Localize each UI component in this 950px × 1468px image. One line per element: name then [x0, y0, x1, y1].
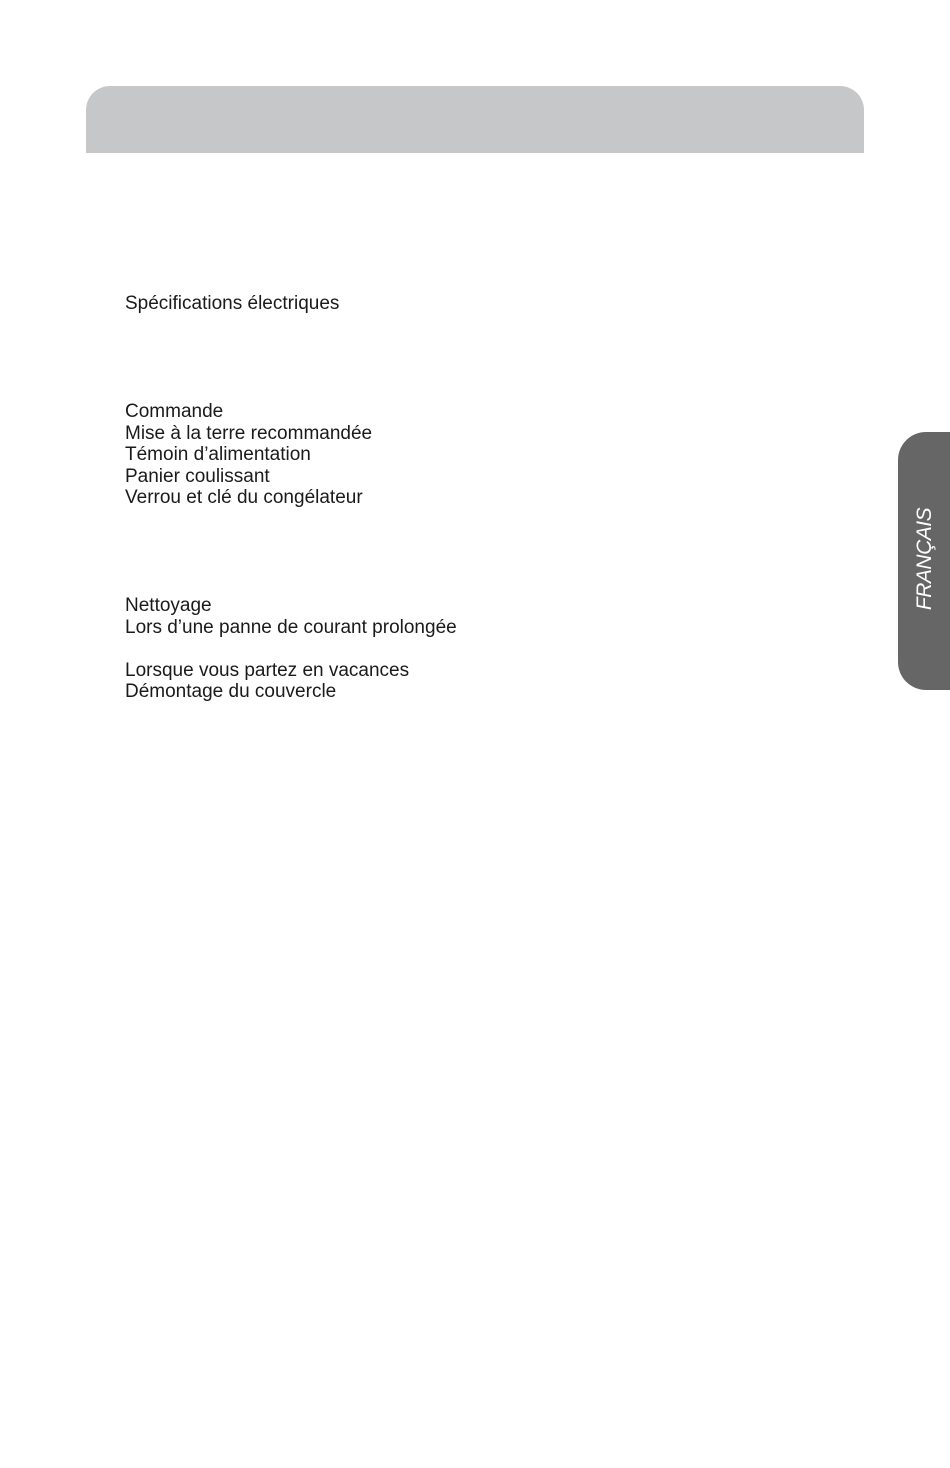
toc-item[interactable]: Spécifications électriques: [125, 293, 340, 314]
header-bar: [86, 86, 864, 153]
toc-item[interactable]: Lorsque vous partez en vacances: [125, 659, 410, 681]
toc-section-features: [125, 401, 372, 509]
toc-section-care: [125, 595, 457, 703]
toc-item[interactable]: Mise à la terre recommandée: [125, 422, 373, 444]
toc-item[interactable]: Commande: [125, 401, 224, 422]
language-tab-label: FRANÇAIS: [913, 507, 936, 611]
toc-item[interactable]: Nettoyage: [125, 595, 212, 616]
toc-item[interactable]: Verrou et clé du congélateur: [125, 487, 363, 508]
toc-item[interactable]: Témoin d’alimentation: [125, 444, 311, 465]
toc-item[interactable]: Panier coulissant: [125, 465, 270, 487]
toc-item[interactable]: Démontage du couvercle: [125, 681, 337, 702]
toc-item[interactable]: Lors d’une panne de courant prolongée: [125, 616, 457, 638]
toc-section-electrical: [125, 293, 339, 315]
